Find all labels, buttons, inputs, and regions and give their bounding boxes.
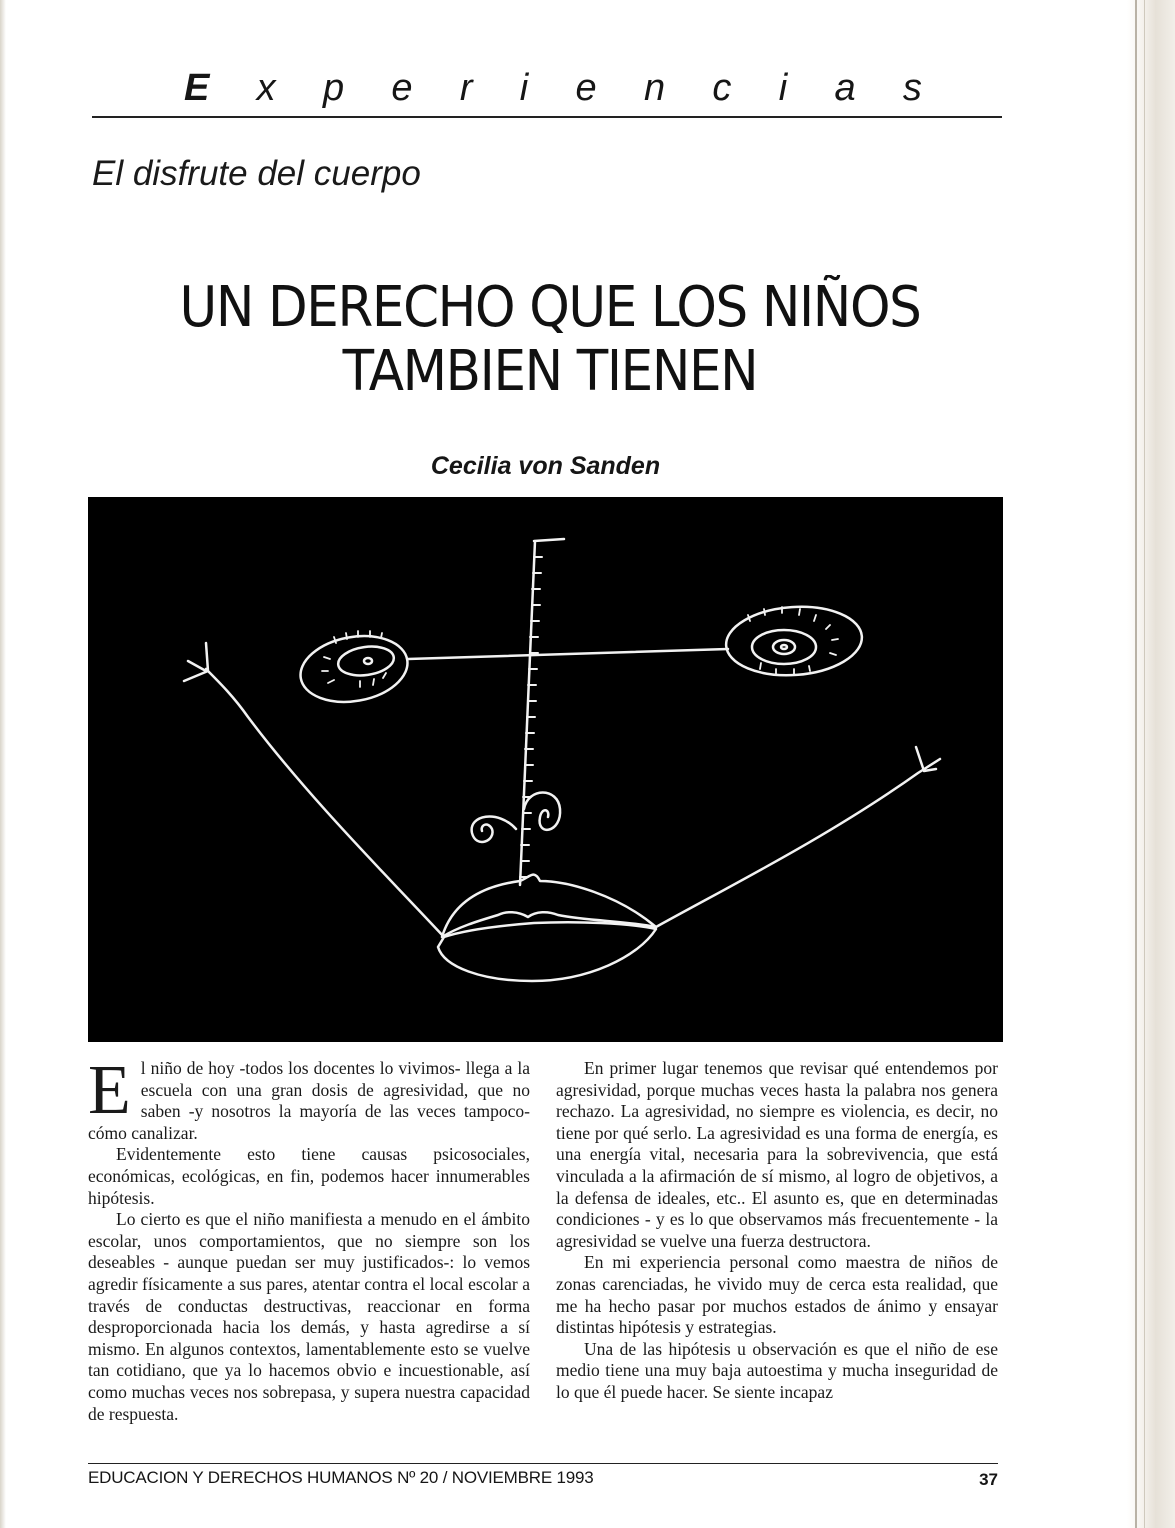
left-arm xyxy=(184,643,444,937)
nose-line xyxy=(520,539,564,885)
drop-cap: E xyxy=(88,1052,131,1129)
right-pupil-center xyxy=(781,645,787,649)
section-letter: e xyxy=(575,67,597,109)
paragraph: En mi experiencia personal como maestra de niños de zonas carenciadas, he vivido muy de cerca esta realidad, que me ha hecho pasar por muchos estados de ánimo y ensayar distintas hipótesis y estrategias. xyxy=(556,1252,998,1338)
paragraph: Lo cierto es que el niño manifiesta a menudo en el ámbito escolar, unos comportamientos, que no siempre son los deseables - aunque puedan ser muy justificados-: lo vemos agredir físicamente a sus pares, atentar contra el local escolar a través de conductas destructivas, reaccionar en forma desproporcionada hacia los demás, y hasta agredirse a sí mismo. En algunos contextos, lamentablemente esto se vuelve tan cotidiano, que ya lo hacemos obvio e incuestionable, así como muchas veces nos sobrepasa, y supera nuestra capacidad de respuesta. xyxy=(88,1209,530,1424)
page-edge-line xyxy=(1135,0,1137,1528)
page-edge-line-secondary xyxy=(1144,0,1145,1528)
section-letter: i xyxy=(778,67,788,109)
article-column-right xyxy=(556,1058,998,1404)
section-header xyxy=(92,68,1002,118)
section-letter: p xyxy=(322,67,345,109)
face-illustration xyxy=(88,497,1003,1042)
left-nostril xyxy=(472,817,516,842)
paragraph-text: l niño de hoy -todos los docentes lo vivimos- llega a la escuela con una gran dosis de agresividad, que no saben -y nosotros la mayoría de las veces tampoco- cómo canalizar. xyxy=(88,1058,530,1143)
article-headline xyxy=(99,276,1001,404)
face-drawing-svg xyxy=(88,497,1003,1042)
headline-line-2: TAMBIEN TIENEN xyxy=(342,339,758,404)
section-letter: e xyxy=(391,67,413,109)
eye-connector xyxy=(408,649,728,659)
left-page-edge xyxy=(0,0,6,1528)
article-kicker: El disfrute del cuerpo xyxy=(92,154,421,193)
section-letter: x xyxy=(256,67,276,109)
nose-ticks xyxy=(520,557,542,877)
paragraph: Evidentemente esto tiene causas psicosociales, económicas, ecológicas, en fin, podemos hacer innumerables hipótesis. xyxy=(88,1144,530,1208)
upper-lip xyxy=(442,875,656,937)
article-column-left xyxy=(88,1052,530,1425)
section-letter: r xyxy=(459,67,473,109)
right-eye-outer xyxy=(724,602,864,679)
footer-publication: EDUCACION Y DERECHOS HUMANOS Nº 20 / NOVIEMBRE 1993 xyxy=(88,1468,594,1487)
section-letter: i xyxy=(519,67,529,109)
section-letter: E xyxy=(184,67,210,109)
lower-lip xyxy=(438,922,656,981)
section-letter: c xyxy=(712,67,732,109)
footer-rule xyxy=(88,1463,998,1464)
right-eye-inner xyxy=(752,630,816,664)
right-arm xyxy=(656,747,940,927)
right-pupil xyxy=(773,640,795,654)
right-nostril xyxy=(524,793,560,830)
page-number: 37 xyxy=(979,1470,998,1489)
paragraph xyxy=(88,1052,530,1144)
author-byline: Cecilia von Sanden xyxy=(430,452,661,480)
right-lashes xyxy=(748,607,838,675)
left-lashes xyxy=(322,631,386,687)
paragraph: En primer lugar tenemos que revisar qué entendemos por agresividad, porque muchas veces hasta la palabra nos genera rechazo. La agresividad, no siempre es violencia, es decir, no tiene por qué serlo. La agresividad es una forma de energía, es una energía vital, necesaria para la sobrevivencia, que está vinculada a la afirmación de sí mismo, al logro de objetivos, a la defensa de ideales, etc.. El asunto es, que en determinadas condiciones - y es lo que observamos más frecuentemente - la agresividad se vuelve una fuerza destructora. xyxy=(556,1058,998,1251)
section-letter: a xyxy=(834,67,856,109)
left-pupil xyxy=(364,658,372,664)
section-letter: n xyxy=(643,67,666,109)
section-letter: s xyxy=(902,67,922,109)
left-eye-outer xyxy=(295,628,412,710)
headline-line-1: UN DERECHO QUE LOS NIÑOS xyxy=(179,275,921,340)
paragraph: Una de las hipótesis u observación es que el niño de ese medio tiene una muy baja autoestima y mucha inseguridad de lo que él puede hacer. Se siente incapaz xyxy=(556,1338,998,1402)
